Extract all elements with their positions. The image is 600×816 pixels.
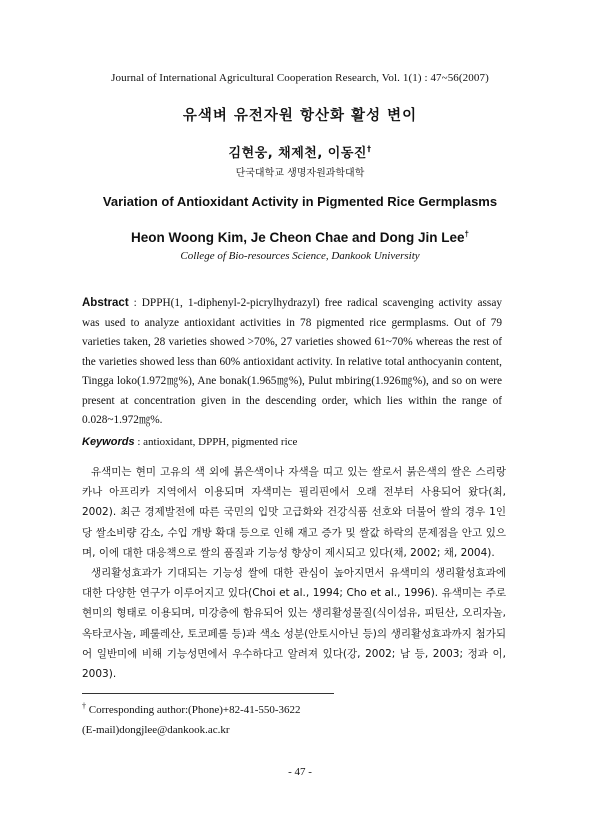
korean-affiliation: 단국대학교 생명자원과학대학 — [235, 168, 365, 179]
korean-authors — [0, 142, 600, 161]
english-authors — [0, 230, 600, 245]
english-title: Variation of Antioxidant Activity in Pigmented Rice Germplasms — [102, 194, 498, 209]
footnote-line-1 — [82, 700, 506, 720]
keywords-label: Keywords — [82, 436, 135, 448]
body-paragraph: 생리활성효과가 기대되는 기능성 쌀에 대한 관심이 높아지면서 유색미의 생리활성효과에 대한 다양한 연구가 이루어지고 있다(Choi et al., 1994; Cho et al., 1996). 유색미는 주로 현미의 형태로 이용되며, 미강층에 함유되어 있는 생리활성물질(식이섬유, 피틴산, 오리자놀, 옥타코사놀, 페룰레산, 토코페롤 등)과 색소 성분(안토시아닌 등)의 생리활성효과까지 첨가되어 일반미에 비해 기능성면에서 우수하다고 알려져 있다(강, 2002; 남 등, 2003; 정과 이, 2003). — [82, 567, 506, 681]
keywords-separator: : — [134, 436, 144, 448]
footnote-phone: Corresponding author:(Phone)+82-41-550-3622 — [88, 704, 301, 716]
keywords-section — [82, 434, 502, 450]
korean-author-names: 김현웅, 채제천, 이동진 — [228, 146, 367, 161]
keywords-text: antioxidant, DPPH, pigmented rice — [143, 436, 298, 448]
korean-corresponding-mark: † — [366, 144, 372, 154]
abstract-section — [82, 294, 502, 431]
page-number: - 47 - — [288, 766, 312, 778]
body-paragraph: 유색미는 현미 고유의 색 외에 붉은색이나 자색을 띠고 있는 쌀로서 붉은색의 쌀은 스리랑카나 아프리카 지역에서 이용되며 자색미는 필리핀에서 오래 전부터 사용되어 왔다(최, 2002). 최근 경제발전에 따른 국민의 입맛 고급화와 건강식품 선호와 더불어 쌀의 경우 1인당 쌀소비량 감소, 수입 개방 확대 등으로 인해 재고 증가 및 쌀값 하락의 문제점을 안고 있으며, 이에 대한 대응책으로 쌀의 품질과 기능성 향상이 제시되고 있다(채, 2002; 채, 2004). — [82, 466, 506, 559]
english-author-names: Heon Woong Kim, Je Cheon Chae and Dong Jin Lee — [131, 230, 465, 245]
english-affiliation: College of Bio-resources Science, Dankook University — [180, 250, 420, 262]
abstract-separator: : — [128, 297, 142, 309]
abstract-label: Abstract — [82, 297, 129, 309]
footnote-mark: † — [82, 701, 86, 711]
body-text — [82, 462, 506, 684]
footnote-divider — [82, 693, 334, 694]
abstract-text: DPPH(1, 1-diphenyl-2-picrylhydrazyl) free radical scavenging activity assay was used to analyze antioxidant activities in 78 pigmented rice germplasms. Out of 79 varieties taken, 28 varieties showed >70%, 27 varieties showed 61~70% whereas the rest of the varieties showed less than 60% antioxidant activity. In relative total anthocyanin content, Tingga loko(1.972㎎%), Ane bonak(1.965㎎%), Pulut mbiring(1.926㎎%), and so on were present at concentration given in the descending order, which lies within the range of 0.028~1.972㎎%. — [82, 297, 502, 426]
footnote — [82, 700, 506, 740]
english-corresponding-mark: † — [464, 229, 469, 239]
footnote-line-2: (E-mail)dongjlee@dankook.ac.kr — [82, 724, 230, 736]
journal-citation: Journal of International Agricultural Cooperation Research, Vol. 1(1) : 47~56(2007) — [111, 72, 489, 84]
korean-title: 유색벼 유전자원 항산화 활성 변이 — [182, 108, 418, 124]
